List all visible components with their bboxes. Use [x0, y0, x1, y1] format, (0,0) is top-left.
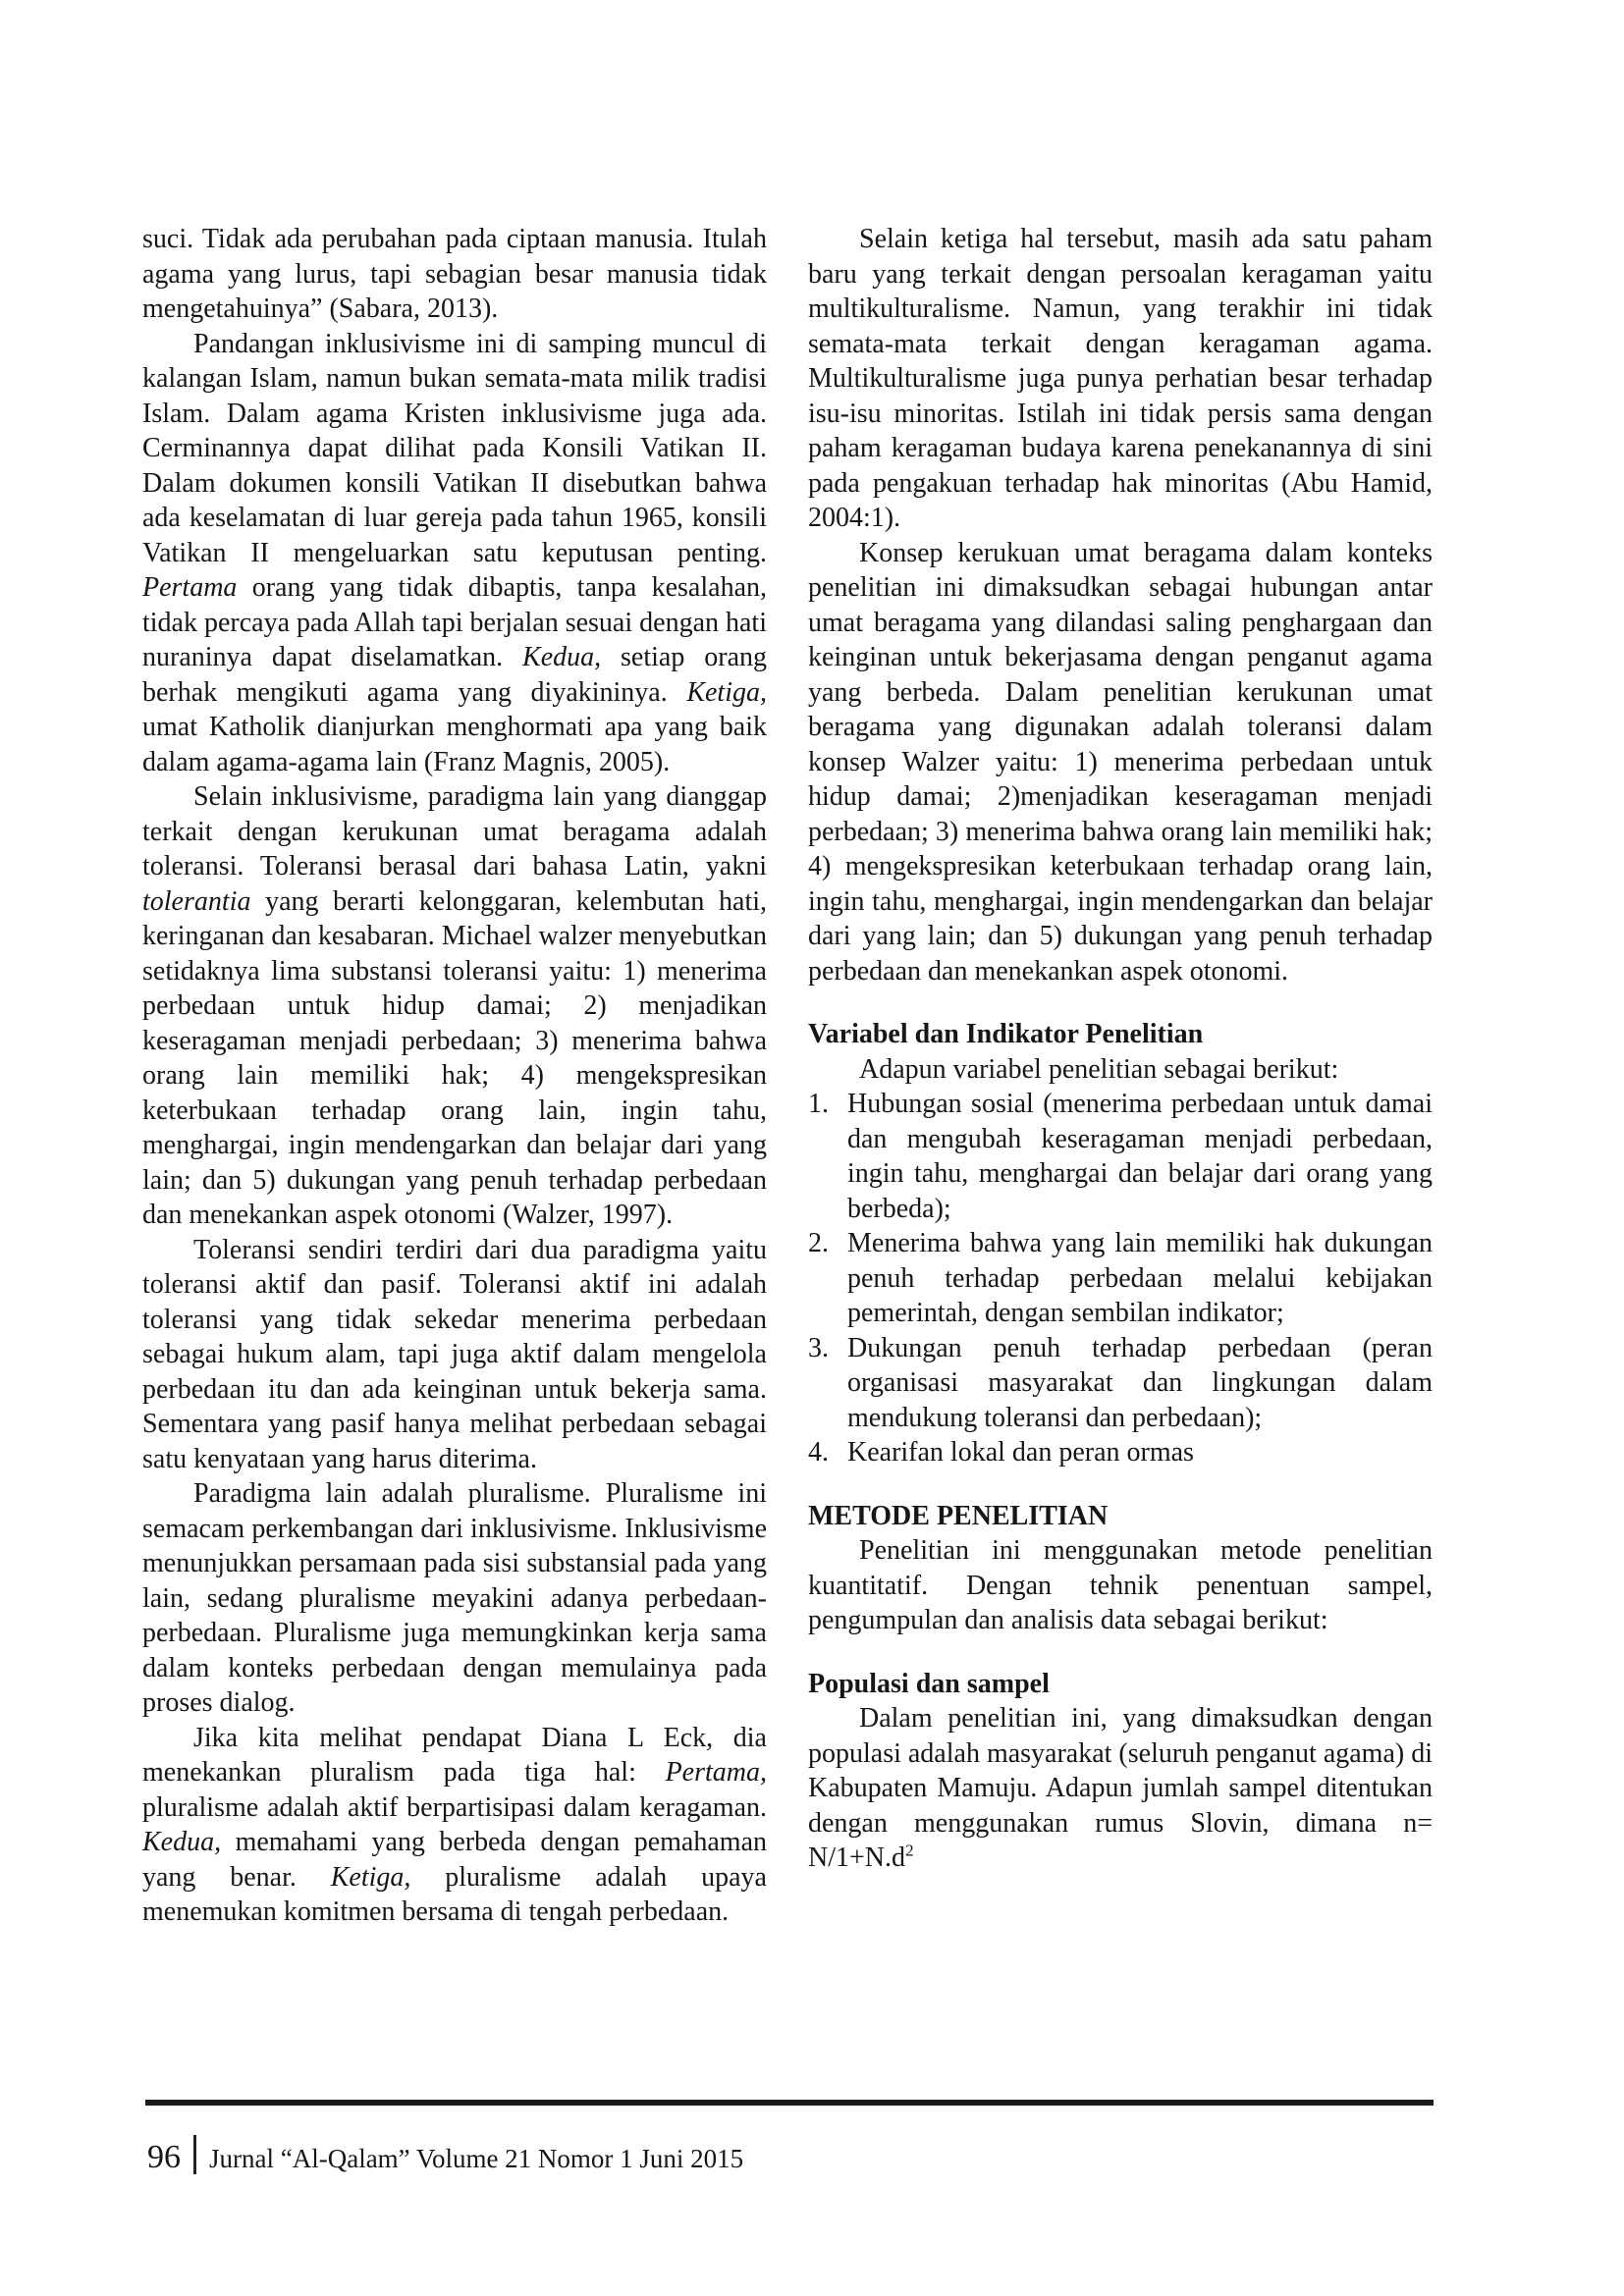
body-text: Dalam penelitian ini, yang dimaksudkan dengan populasi adalah masyarakat (seluruh penganut agama) di Kabupaten Mamuju. Adapun jumlah sampel ditentukan dengan menggunakan rumus Slovin, dimana n= N/1+N.d — [808, 1703, 1433, 1873]
body-text: yang berarti kelonggaran, kelembutan hati, keringanan dan kesabaran. Michael walzer menyebutkan setidaknya lima substansi toleransi yaitu: 1) menerima perbedaan untuk hidup damai; 2) menjadikan keseragaman menjadi perbedaan; 3) menerima bahwa orang lain memiliki hak; 4) mengekspresikan keterbukaan terhadap orang lain, ingin tahu, menghargai, ingin mendengarkan dan belajar dari yang lain; dan 5) dukungan yang penuh terhadap perbedaan dan menekankan aspek otonomi (Walzer, 1997). — [142, 885, 767, 1230]
paragraph — [808, 222, 1433, 536]
body-text: pluralisme adalah aktif berpartisipasi dalam keragaman. — [142, 1791, 767, 1823]
journal-title: Jurnal “Al-Qalam” Volume 21 Nomor 1 Juni 2015 — [209, 2144, 744, 2173]
page-number: 96 — [147, 2139, 181, 2175]
footer-line — [147, 2128, 743, 2176]
list-number: 2. — [808, 1228, 829, 1258]
italic-text: Pertama — [142, 572, 238, 603]
paragraph — [142, 1721, 767, 1930]
list-item — [808, 1087, 1433, 1226]
list-number: 1. — [808, 1089, 829, 1119]
paragraph — [808, 1052, 1433, 1088]
body-text: pluralisme adalah upaya menemukan komitmen bersama di tengah perbedaan. — [142, 1861, 767, 1927]
paragraph — [142, 1476, 767, 1721]
body-text: Hubungan sosial (menerima perbedaan untuk damai dan mengubah keseragaman menjadi perbedaan, ingin tahu, menghargai dan belajar dari orang yang berbeda); — [847, 1089, 1433, 1224]
paragraph — [142, 779, 767, 1233]
list-item-text — [847, 1087, 1433, 1226]
list-item-text — [847, 1226, 1433, 1331]
list-item-text — [847, 1331, 1433, 1436]
paragraph — [142, 222, 767, 327]
body-text: Toleransi sendiri terdiri dari dua paradigma yaitu toleransi aktif dan pasif. Toleransi aktif ini adalah toleransi yang tidak sekedar menerima perbedaan sebagai hukum alam, tapi juga aktif dalam mengelola perbedaan itu dan ada keinginan untuk bekerja sama. Sementara yang pasif hanya melihat perbedaan sebagai satu kenyataan yang harus diterima. — [142, 1234, 767, 1474]
list-item — [808, 1331, 1433, 1436]
body-text: Selain inklusivisme, paradigma lain yang dianggap terkait dengan kerukunan umat beragama adalah toleransi. Toleransi berasal dari bahasa Latin, yakni — [142, 781, 767, 881]
superscript-text: 2 — [905, 1841, 914, 1860]
footer-divider — [193, 2135, 196, 2174]
italic-text: Ketiga, — [686, 676, 767, 708]
left-column — [142, 222, 767, 1930]
body-text: memahami yang berbeda dengan pemahaman yang benar. — [142, 1827, 767, 1893]
body-text: orang yang tidak dibaptis, tanpa kesalahan, tidak percaya pada Allah tapi berjalan sesuai dengan hati nuraninya dapat diselamatkan. — [142, 572, 767, 672]
list-item — [808, 1435, 1433, 1470]
body-text: Dukungan penuh terhadap perbedaan (peran organisasi masyarakat dan lingkungan dalam mendukung toleransi dan perbedaan); — [847, 1332, 1433, 1433]
body-text: setiap orang berhak mengikuti agama yang diyakininya. — [142, 642, 768, 708]
italic-text: Kedua, — [142, 1827, 222, 1857]
body-text: Menerima bahwa yang lain memiliki hak dukungan penuh terhadap perbedaan melalui kebijakan pemerintah, dengan sembilan indikator; — [847, 1228, 1433, 1328]
article-body — [142, 222, 1433, 1930]
paragraph — [808, 1701, 1433, 1876]
body-text: Konsep kerukuan umat beragama dalam konteks penelitian ini dimaksudkan sebagai hubungan antar umat beragama yang dilandasi saling penghargaan dan keinginan untuk bekerjasama dengan penganut agama yang berbeda. Dalam penelitian kerukunan umat beragama yang digunakan adalah toleransi dalam konsep Walzer yaitu: 1) menerima perbedaan untuk hidup damai; 2)menjadikan keseragaman menjadi perbedaan; 3) menerima bahwa orang lain memiliki hak; 4) mengekspresikan keterbukaan terhadap orang lain, ingin tahu, menghargai, ingin mendengarkan dan belajar dari yang lain; dan 5) dukungan yang penuh terhadap perbedaan dan menekankan aspek otonomi. — [808, 537, 1433, 987]
body-text: Pandangan inklusivisme ini di samping muncul di kalangan Islam, namun bukan semata-mata milik tradisi Islam. Dalam agama Kristen inklusivisme juga ada. Cerminannya dapat dilihat pada Konsili Vatikan II. Dalam dokumen konsili Vatikan II disebutkan bahwa ada keselamatan di luar gereja pada tahun 1965, konsili Vatikan II mengeluarkan satu keputusan penting. — [142, 328, 767, 568]
italic-text: tolerantia — [142, 885, 251, 917]
list-item — [808, 1226, 1433, 1331]
footer-rule — [145, 2100, 1434, 2106]
section-heading: Populasi dan sampel — [808, 1668, 1050, 1699]
section-heading: METODE PENELITIAN — [808, 1500, 1109, 1531]
paragraph — [808, 1533, 1433, 1638]
body-text: Jika kita melihat pendapat Diana L Eck, dia menekankan pluralism pada tiga hal: — [142, 1722, 767, 1788]
italic-text: Ketiga, — [330, 1861, 411, 1893]
paragraph — [808, 536, 1433, 989]
body-text: Adapun variabel penelitian sebagai berikut: — [859, 1053, 1339, 1085]
paragraph — [142, 1233, 767, 1477]
italic-text: Kedua, — [522, 642, 602, 672]
body-text: umat Katholik dianjurkan menghormati apa yang baik dalam agama-agama lain (Franz Magnis, 2005). — [142, 712, 767, 777]
paragraph — [142, 327, 767, 780]
section-heading: Variabel dan Indikator Penelitian — [808, 1019, 1204, 1049]
list-item-text — [847, 1435, 1433, 1470]
body-text: Penelitian ini menggunakan metode penelitian kuantitatif. Dengan tehnik penentuan sampel, pengumpulan dan analisis data sebagai berikut: — [808, 1535, 1433, 1635]
body-text: Kearifan lokal dan peran ormas — [847, 1437, 1194, 1468]
body-text: suci. Tidak ada perubahan pada ciptaan manusia. Itulah agama yang lurus, tapi sebagian besar manusia tidak mengetahuinya” (Sabara, 2013). — [142, 224, 767, 324]
italic-text: Pertama, — [665, 1757, 767, 1788]
right-column — [808, 222, 1433, 1930]
list-number: 4. — [808, 1437, 829, 1468]
body-text: Paradigma lain adalah pluralisme. Pluralisme ini semacam perkembangan dari inklusivisme. Inklusivisme menunjukkan persamaan pada sisi substansial pada yang lain, sedang pluralisme meyakini adanya perbedaan-perbedaan. Pluralisme juga memungkinkan kerja sama dalam konteks perbedaan dengan memulainya pada proses dialog. — [142, 1478, 767, 1718]
list-number: 3. — [808, 1332, 829, 1363]
body-text: Selain ketiga hal tersebut, masih ada satu paham baru yang terkait dengan persoalan keragaman yaitu multikulturalisme. Namun, yang terakhir ini tidak semata-mata terkait dengan keragaman agama. Multikulturalisme juga punya perhatian besar terhadap isu-isu minoritas. Istilah ini tidak persis sama dengan paham keragaman budaya karena penekanannya di sini pada pengakuan terhadap hak minoritas (Abu Hamid, 2004:1). — [808, 224, 1433, 533]
